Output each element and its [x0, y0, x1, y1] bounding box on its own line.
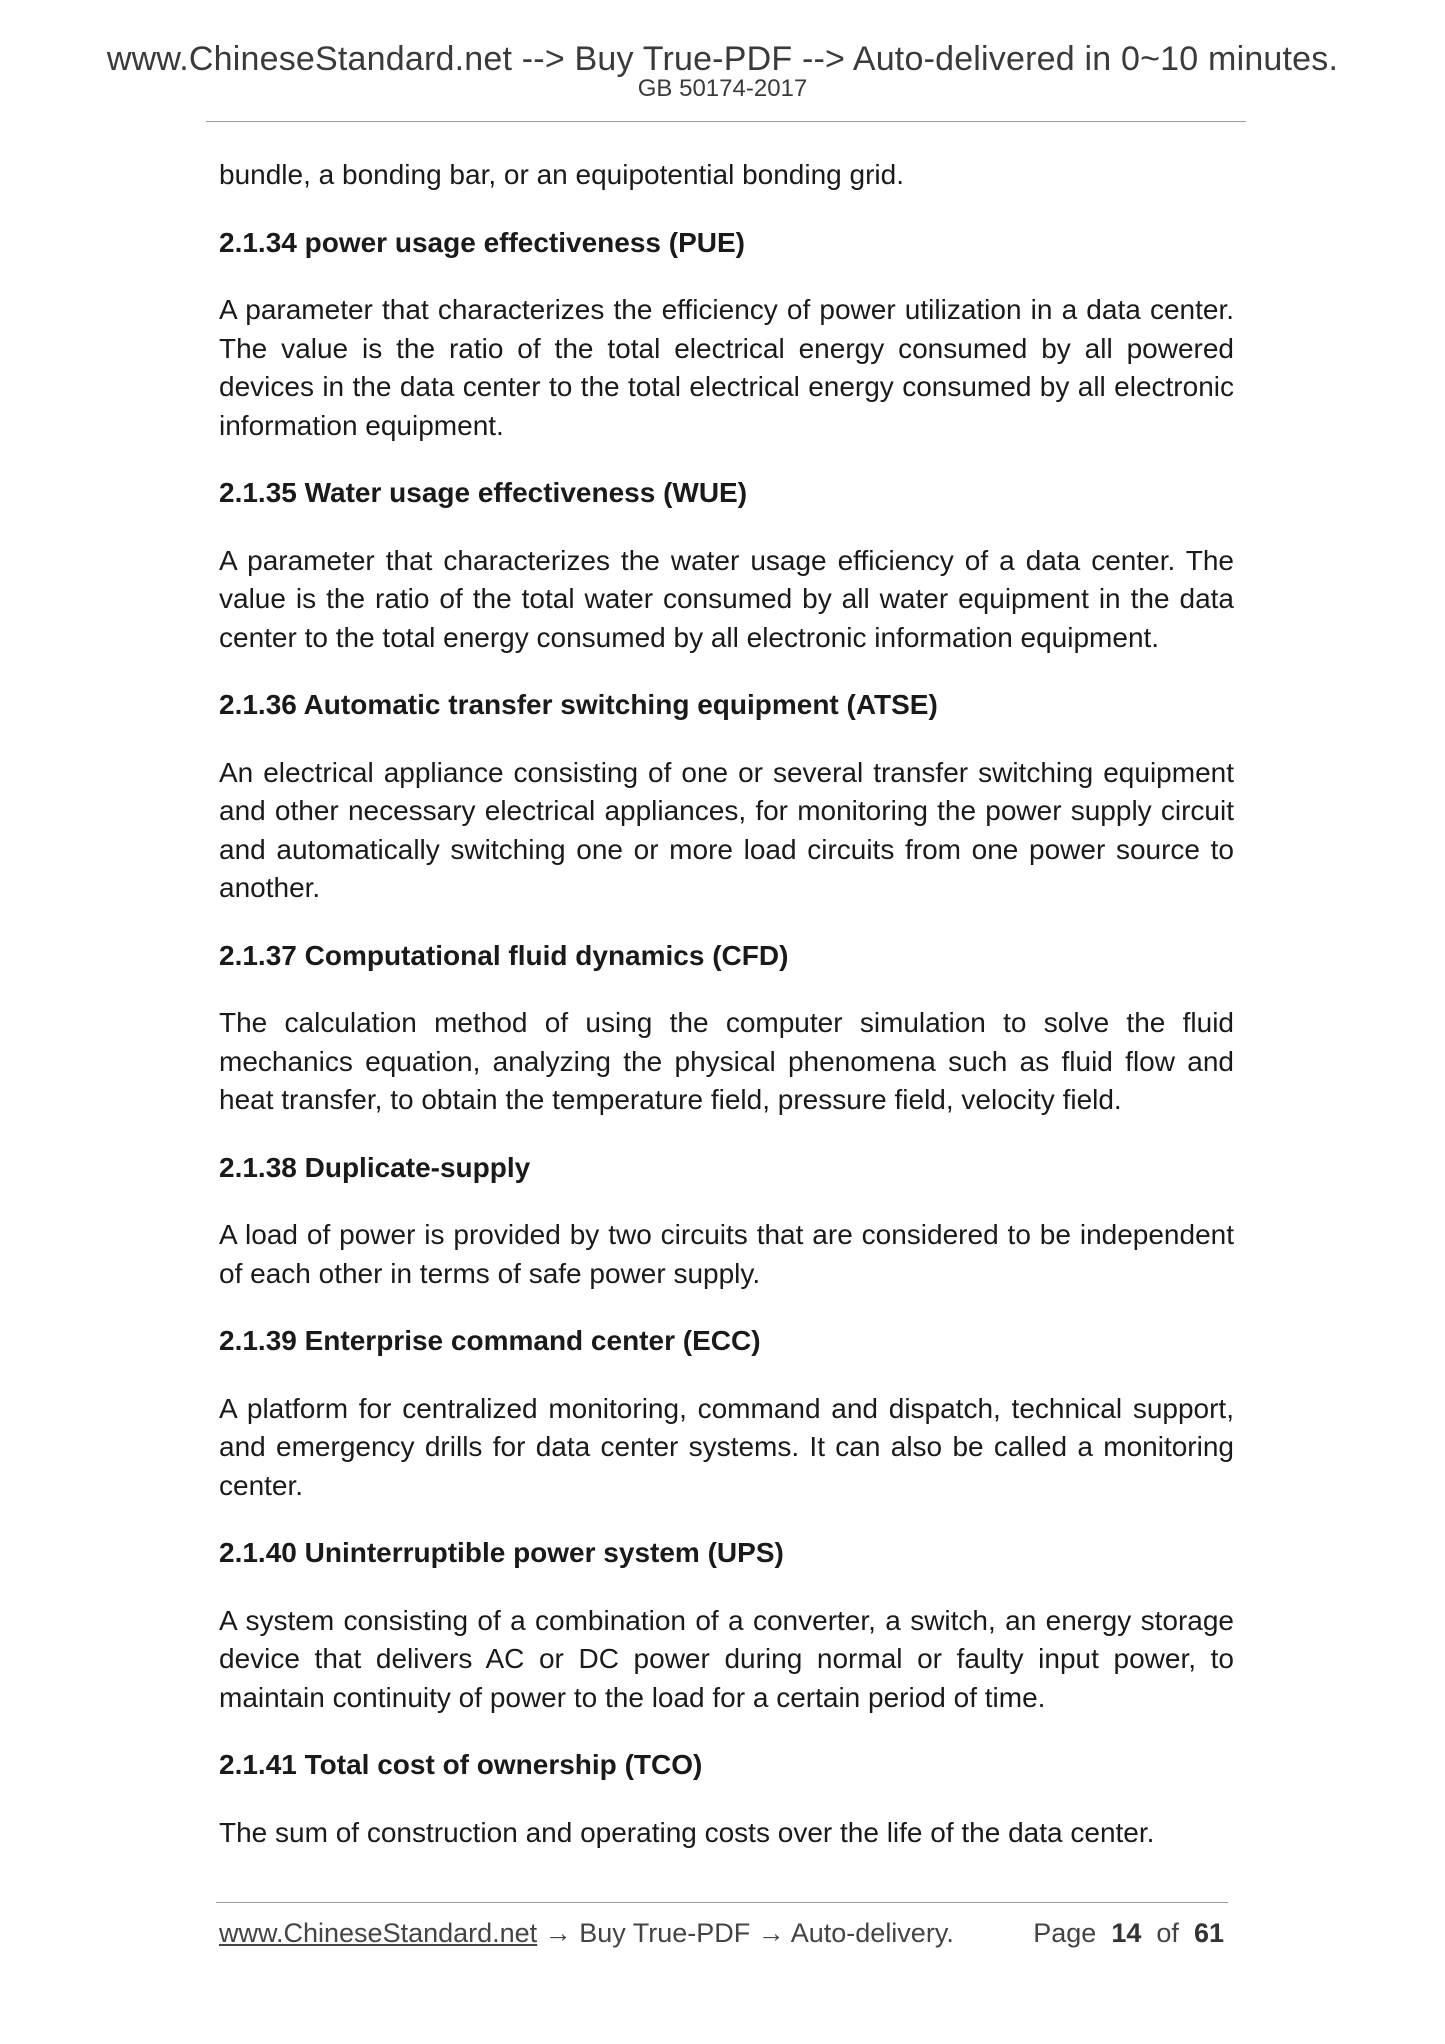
continuation-text: bundle, a bonding bar, or an equipotential bonding grid. [219, 159, 904, 190]
term-definition-pue: A parameter that characterizes the efficiency of power utilization in a data center. The value is the ratio of the total electrical energy consumed by all powered devices in the data center to the total electrical energy consumed by all electronic information equipment. [219, 294, 1234, 441]
term-heading-ecc: 2.1.39 Enterprise command center (ECC) [219, 1325, 761, 1356]
term-definition-ups: A system consisting of a combination of a converter, a switch, an energy storage device that delivers AC or DC power during normal or faulty input power, to maintain continuity of power to the load for a certain period of time. [219, 1604, 1234, 1713]
page-indicator [1033, 1918, 1224, 1949]
page-number: 14 [1111, 1918, 1142, 1948]
header-divider [206, 121, 1246, 122]
term-definition-atse: An electrical appliance consisting of one or several transfer switching equipment and other necessary electrical appliances, for monitoring the power supply circuit and automatically switching one or more load circuits from one power source to another. [219, 756, 1234, 903]
page-total: 61 [1193, 1918, 1224, 1948]
page-label: Page [1033, 1918, 1097, 1948]
term-heading-atse: 2.1.36 Automatic transfer switching equipment (ATSE) [219, 689, 938, 720]
term-heading-wue: 2.1.35 Water usage effectiveness (WUE) [219, 477, 748, 508]
footer-tagline: → Buy True-PDF → Auto-delivery. [537, 1918, 954, 1948]
term-heading-duplicate-supply: 2.1.38 Duplicate-supply [219, 1151, 531, 1183]
document-body [219, 156, 1234, 1881]
term-heading-ups: 2.1.40 Uninterruptible power system (UPS) [219, 1537, 784, 1568]
term-definition-ecc: A platform for centralized monitoring, command and dispatch, technical support, and emergency drills for data center systems. It can also be called a monitoring center. [219, 1392, 1234, 1501]
top-banner: www.ChineseStandard.net --> Buy True-PDF --> Auto-delivered in 0~10 minutes. [106, 40, 1339, 78]
term-heading-tco: 2.1.41 Total cost of ownership (TCO) [219, 1749, 703, 1780]
footer-promo [219, 1918, 954, 1949]
term-definition-cfd: The calculation method of using the computer simulation to solve the fluid mechanics equation, analyzing the physical phenomena such as fluid flow and heat transfer, to obtain the temperature field, pressure field, velocity field. [219, 1007, 1234, 1115]
footer-divider [216, 1902, 1228, 1903]
term-definition-wue: A parameter that characterizes the water usage efficiency of a data center. The value is the ratio of the total water consumed by all water equipment in the data center to the total energy consumed by all electronic information equipment. [219, 544, 1234, 653]
term-heading-cfd: 2.1.37 Computational fluid dynamics (CFD) [219, 939, 789, 971]
term-definition-tco: The sum of construction and operating costs over the life of the data center. [219, 1816, 1155, 1848]
term-definition-duplicate-supply: A load of power is provided by two circuits that are considered to be independent of each other in terms of safe power supply. [219, 1219, 1234, 1289]
footer-site-link[interactable]: www.ChineseStandard.net [219, 1918, 538, 1948]
standard-code: GB 50174-2017 [637, 75, 808, 102]
of-label: of [1156, 1918, 1179, 1948]
term-heading-pue: 2.1.34 power usage effectiveness (PUE) [219, 226, 745, 258]
